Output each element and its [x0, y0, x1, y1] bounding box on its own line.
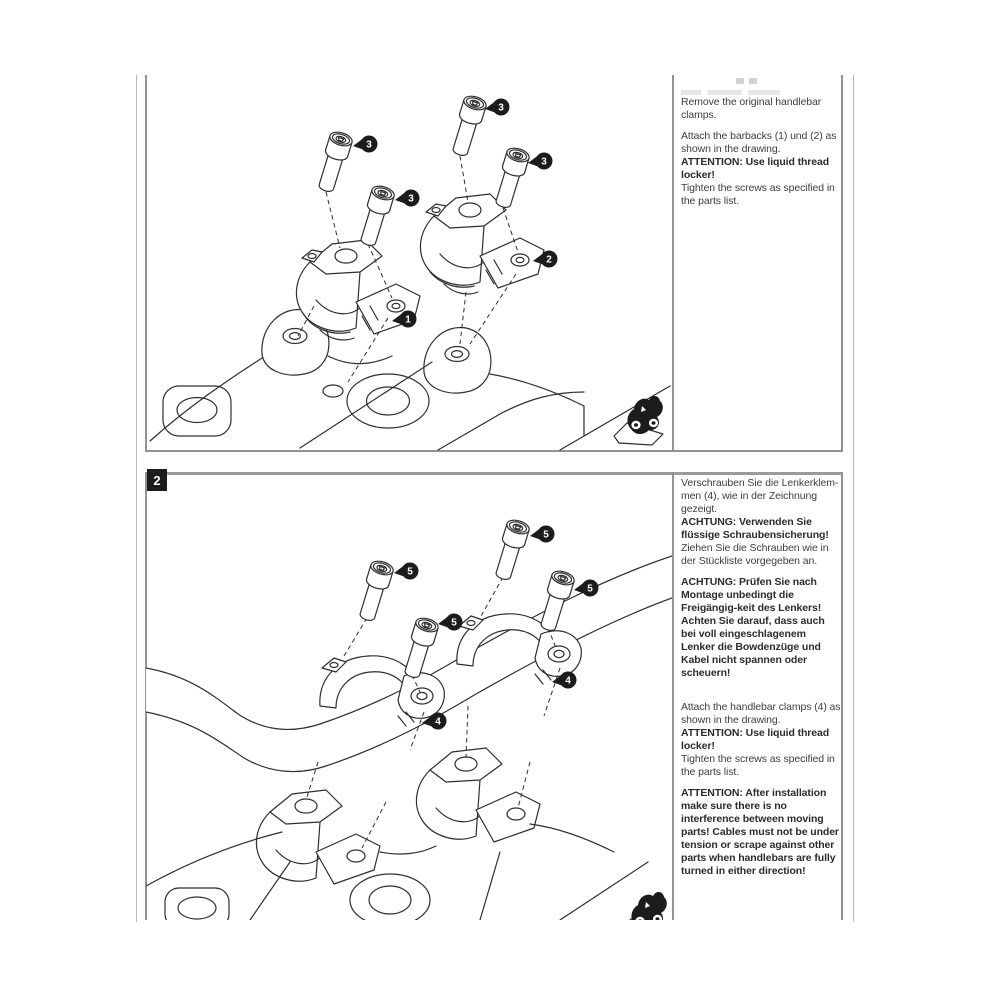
page-edge-left: [136, 75, 137, 922]
callout-screw-5: [394, 563, 419, 580]
barback-part-1: [296, 240, 420, 340]
svg-text:4: 4: [435, 716, 441, 728]
instruction-paragraph-en: [681, 701, 842, 779]
attention-paragraph-de: ACHTUNG: Prüfen Sie nach Montage unbedingt die Freigängig-keit des Lenkers! Achten Sie darauf, dass auch bei voll eingeschlagenem Lenker die Bowdenzüge und Kabel nicht spannen oder scheuern!: [681, 576, 825, 679]
svg-text:3: 3: [366, 139, 372, 151]
motorcycle-logo-icon: [618, 892, 667, 920]
instruction-paragraph: [681, 130, 842, 208]
page-edge-right: [853, 75, 854, 922]
svg-text:1: 1: [405, 314, 411, 326]
attention-note: ACHTUNG: Verwenden Sie flüssige Schraubensicherung!: [681, 516, 829, 541]
instruction-line: Tighten the screws as specified in the parts list.: [681, 182, 835, 207]
callout-screw-5: [574, 580, 599, 597]
exploded-diagram-handlebar-clamps: [146, 474, 672, 920]
instruction-paragraph: Remove the original handlebar clamps.: [681, 96, 822, 121]
svg-text:5: 5: [587, 583, 593, 595]
attention-note: ATTENTION: Use liquid thread locker!: [681, 156, 830, 181]
instruction-line: Attach the handlebar clamps (4) as shown in the drawing.: [681, 701, 841, 726]
triple-clamp-base-lower: [146, 824, 648, 920]
clipped-text-remnant: [736, 78, 763, 84]
motorcycle-logo-icon: [614, 396, 663, 445]
instruction-line: Ziehen Sie die Schrauben wie in der Stückliste vorgegeben an.: [681, 542, 829, 567]
mounted-riser-left: [256, 790, 380, 884]
clipped-text-remnant: [681, 90, 791, 95]
instruction-line: Verschrauben Sie die Lenkerklem-men (4), wie in der Zeichnung gezeigt.: [681, 477, 839, 515]
callout-screw-3: [485, 99, 510, 116]
barback-part-2: [420, 194, 544, 294]
svg-text:3: 3: [541, 156, 547, 168]
panel2-instructions: [681, 477, 842, 886]
panel1-divider: [672, 75, 674, 452]
panel1-instructions: [681, 96, 842, 216]
instruction-paragraph-de: [681, 477, 842, 568]
svg-text:2: 2: [546, 254, 552, 266]
callout-screw-3: [528, 153, 553, 170]
attention-note: ATTENTION: Use liquid thread locker!: [681, 727, 830, 752]
triple-clamp-base: [150, 309, 670, 450]
callout-screw-5: [530, 526, 555, 543]
svg-text:3: 3: [498, 102, 504, 114]
svg-text:5: 5: [543, 529, 549, 541]
socket-screws: [314, 94, 531, 248]
instruction-line: Attach the barbacks (1) und (2) as shown in the drawing.: [681, 130, 837, 155]
callout-screw-3: [395, 190, 420, 207]
svg-text:4: 4: [565, 675, 571, 687]
panel2-step-number: 2: [147, 469, 167, 491]
svg-text:3: 3: [408, 193, 414, 205]
callout-screw-5: [438, 614, 463, 631]
svg-text:5: 5: [451, 617, 457, 629]
callout-screw-3: [353, 136, 378, 153]
panel2-divider: [672, 472, 674, 920]
attention-paragraph-en: ATTENTION: After installation make sure there is no interference between moving parts! Cables must not be under tension or scrape against other parts when handlebars are fully turned in either direction!: [681, 787, 839, 877]
exploded-diagram-barbacks: [146, 75, 672, 451]
svg-text:5: 5: [407, 566, 413, 578]
instruction-line: Tighten the screws as specified in the parts list.: [681, 753, 835, 778]
